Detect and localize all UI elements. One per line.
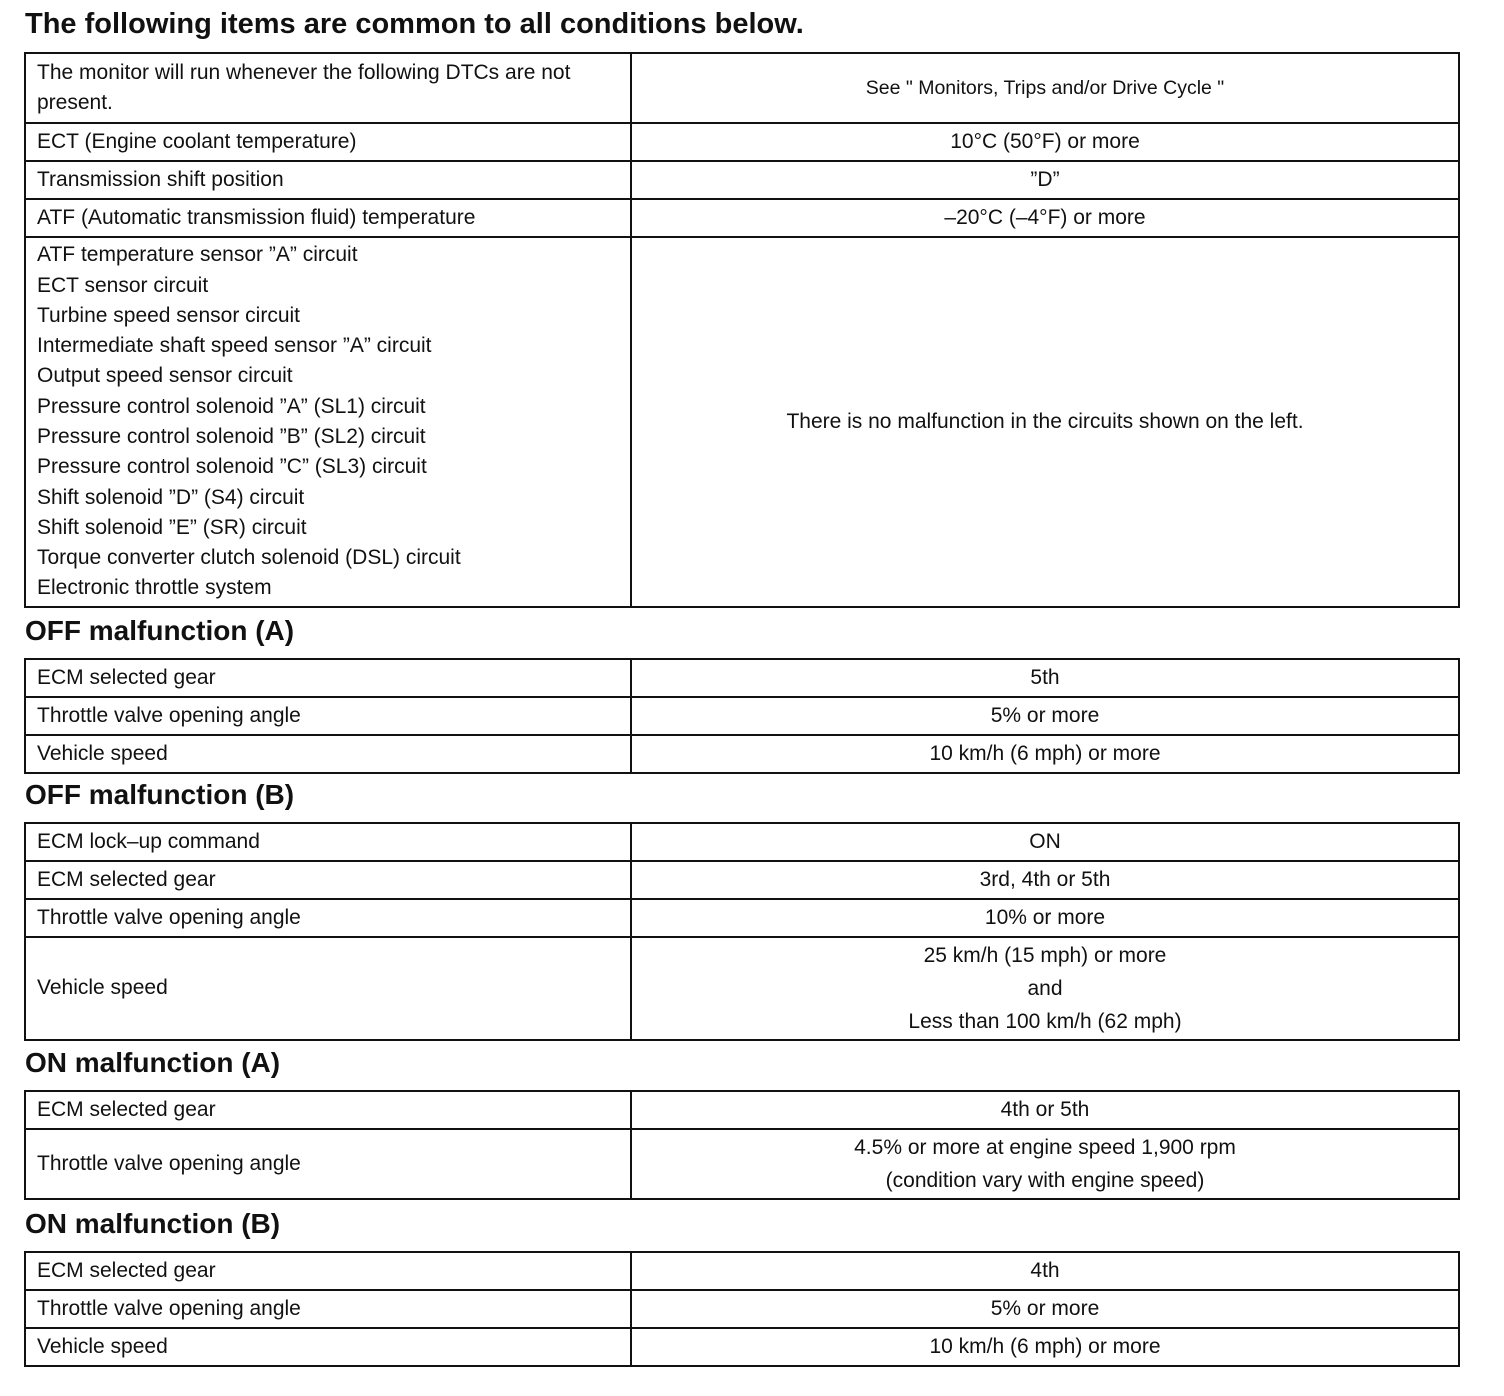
condition-value: 5th — [631, 659, 1459, 697]
list-item: Shift solenoid ”D” (S4) circuit — [37, 485, 305, 509]
off-malfunction-b-table — [24, 822, 1460, 1041]
table-row — [25, 659, 1459, 697]
condition-value: 10°C (50°F) or more — [631, 123, 1459, 161]
common-conditions-table — [24, 52, 1460, 608]
section-heading-off-b: OFF malfunction (B) — [25, 779, 295, 810]
condition-label: The monitor will run whenever the following DTCs are not present. — [25, 53, 631, 123]
list-item: Intermediate shaft speed sensor ”A” circuit — [37, 334, 432, 358]
condition-label: Vehicle speed — [25, 735, 631, 773]
table-row — [25, 237, 1459, 607]
condition-label: Vehicle speed — [25, 937, 631, 1040]
condition-label: ECM selected gear — [25, 861, 631, 899]
condition-value: There is no malfunction in the circuits shown on the left. — [631, 237, 1459, 607]
list-item: Pressure control solenoid ”B” (SL2) circuit — [37, 425, 426, 448]
condition-value: 10 km/h (6 mph) or more — [631, 735, 1459, 773]
condition-value: 10% or more — [631, 899, 1459, 937]
list-item: ECT sensor circuit — [37, 273, 209, 297]
table-row — [25, 123, 1459, 161]
condition-label: Throttle valve opening angle — [25, 899, 631, 937]
table-row — [25, 1091, 1459, 1129]
off-malfunction-a-table — [24, 658, 1460, 774]
table-row — [25, 161, 1459, 199]
on-malfunction-b-table — [24, 1251, 1460, 1367]
table-row — [25, 823, 1459, 861]
list-item: Pressure control solenoid ”C” (SL3) circuit — [37, 455, 427, 479]
table-row — [25, 1290, 1459, 1328]
condition-value: 4.5% or more at engine speed 1,900 rpm (condition vary with engine speed) — [631, 1129, 1459, 1199]
list-item: Shift solenoid ”E” (SR) circuit — [37, 515, 307, 539]
table-row — [25, 937, 1459, 1040]
list-item: Turbine speed sensor circuit — [37, 303, 301, 327]
condition-label: ECM selected gear — [25, 1252, 631, 1290]
condition-value: 3rd, 4th or 5th — [631, 861, 1459, 899]
condition-label: Transmission shift position — [25, 161, 631, 199]
dtc-circuit-list — [25, 237, 631, 607]
condition-label: Vehicle speed — [25, 1328, 631, 1366]
condition-value: 4th — [631, 1252, 1459, 1290]
table-row — [25, 53, 1459, 123]
section-heading-off-a: OFF malfunction (A) — [25, 615, 295, 646]
condition-label: Throttle valve opening angle — [25, 1129, 631, 1199]
condition-value: See " Monitors, Trips and/or Drive Cycle " — [631, 53, 1459, 123]
condition-value: ON — [631, 823, 1459, 861]
list-item: ATF temperature sensor ”A” circuit — [37, 243, 358, 267]
list-item: Output speed sensor circuit — [37, 364, 293, 388]
condition-value: 4th or 5th — [631, 1091, 1459, 1129]
table-row — [25, 735, 1459, 773]
table-row — [25, 199, 1459, 237]
list-item: Torque converter clutch solenoid (DSL) circuit — [37, 546, 461, 570]
on-malfunction-a-table — [24, 1090, 1460, 1200]
condition-value: ”D” — [631, 161, 1459, 199]
condition-value: 5% or more — [631, 697, 1459, 735]
list-item: Pressure control solenoid ”A” (SL1) circuit — [37, 394, 426, 418]
section-heading-common: The following items are common to all conditions below. — [25, 8, 804, 40]
table-row — [25, 1252, 1459, 1290]
condition-value: 25 km/h (15 mph) or more and Less than 100 km/h (62 mph) — [631, 937, 1459, 1040]
condition-value: 5% or more — [631, 1290, 1459, 1328]
condition-label: Throttle valve opening angle — [25, 1290, 631, 1328]
table-row — [25, 899, 1459, 937]
section-heading-on-a: ON malfunction (A) — [25, 1047, 281, 1078]
condition-label: ECM selected gear — [25, 659, 631, 697]
table-row — [25, 861, 1459, 899]
condition-label: ECM selected gear — [25, 1091, 631, 1129]
table-row — [25, 1129, 1459, 1199]
list-item: Electronic throttle system — [37, 576, 272, 600]
section-heading-on-b: ON malfunction (B) — [25, 1208, 281, 1239]
condition-value: –20°C (–4°F) or more — [631, 199, 1459, 237]
condition-label: ATF (Automatic transmission fluid) temperature — [25, 199, 631, 237]
table-row — [25, 697, 1459, 735]
condition-value: 10 km/h (6 mph) or more — [631, 1328, 1459, 1366]
table-row — [25, 1328, 1459, 1366]
condition-label: ECM lock–up command — [25, 823, 631, 861]
condition-label: Throttle valve opening angle — [25, 697, 631, 735]
condition-label: ECT (Engine coolant temperature) — [25, 123, 631, 161]
